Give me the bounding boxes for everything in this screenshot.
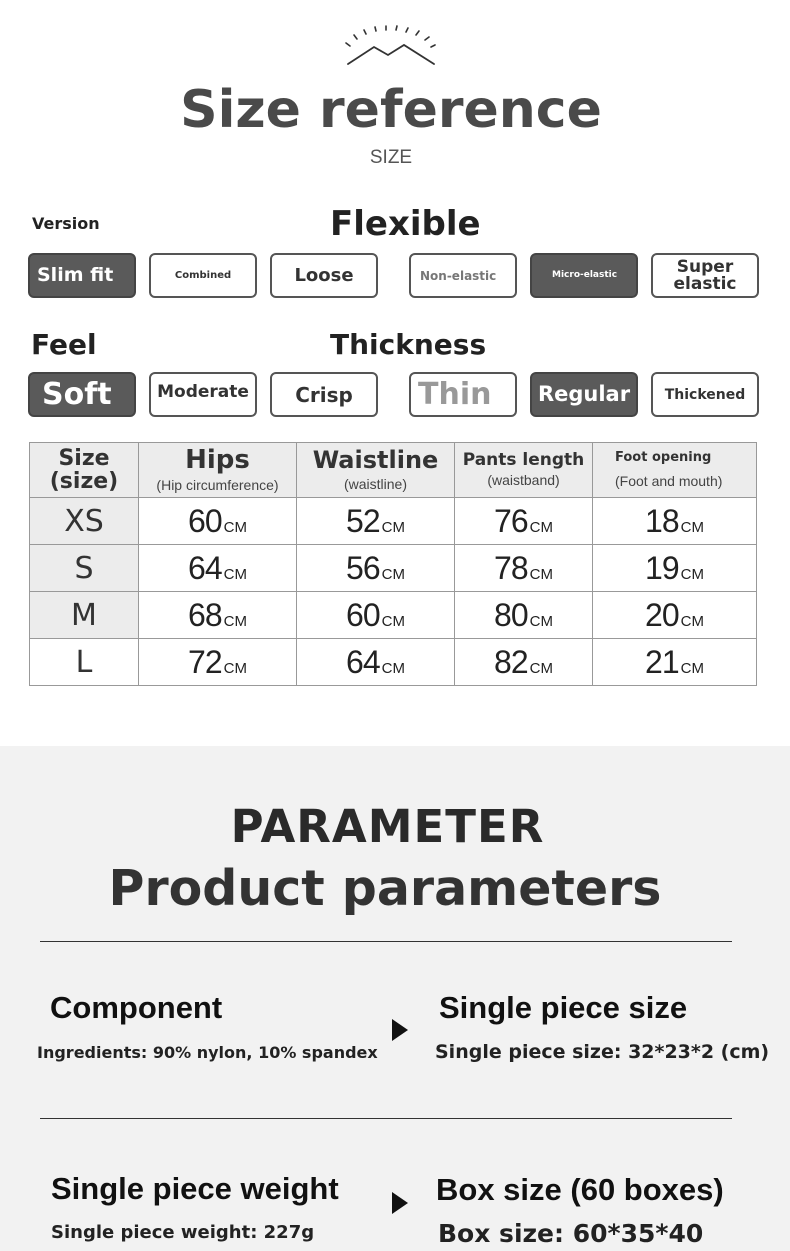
parameter-heading: Product parameters: [108, 860, 662, 917]
foot-cell: 20 CM: [593, 592, 757, 639]
waist-cell: 56 CM: [297, 545, 455, 592]
thickness-label: Thickness: [330, 328, 487, 361]
foot-cell: 21 CM: [593, 639, 757, 686]
hips-cell: 72 CM: [139, 639, 297, 686]
table-row: [30, 498, 757, 545]
table-header-row: [30, 443, 757, 498]
version-label: Version: [32, 214, 100, 233]
length-cell: 78 CM: [455, 545, 593, 592]
page-subtitle: SIZE: [369, 147, 413, 168]
thickness-option-thickened: Thickened: [651, 372, 759, 417]
length-cell: 76 CM: [455, 498, 593, 545]
single-piece-weight-value: Single piece weight: 227g: [51, 1222, 315, 1243]
size-cell: S: [30, 545, 139, 592]
triangle-right-icon: [392, 1192, 408, 1214]
feel-option-crisp: Crisp: [270, 372, 378, 417]
foot-cell: 18 CM: [593, 498, 757, 545]
table-row: [30, 545, 757, 592]
parameter-heading-en: PARAMETER: [230, 800, 545, 853]
thickness-option-thin: Thin: [409, 372, 517, 417]
size-cell: XS: [30, 498, 139, 545]
header-hips: Hips (Hip circumference): [139, 443, 297, 498]
table-row: [30, 592, 757, 639]
header-size: Size (size): [30, 443, 139, 498]
component-heading: Component: [50, 990, 223, 1025]
size-cell: M: [30, 592, 139, 639]
foot-cell: 19 CM: [593, 545, 757, 592]
header-waistline: Waistline (waistline): [297, 443, 455, 498]
flexible-option-super-elastic: Super elastic: [651, 253, 759, 298]
version-option-loose: Loose: [270, 253, 378, 298]
version-option-combined: Combined: [149, 253, 257, 298]
feel-option-moderate: Moderate: [149, 372, 257, 417]
mountain-sunrise-icon: [340, 22, 440, 70]
single-piece-size-heading: Single piece size: [439, 990, 688, 1025]
version-option-slim-fit: Slim fit: [28, 253, 136, 298]
feel-option-soft: Soft: [28, 372, 136, 417]
waist-cell: 52 CM: [297, 498, 455, 545]
header-pants-length: Pants length (waistband): [455, 443, 593, 498]
hips-cell: 60 CM: [139, 498, 297, 545]
component-value: Ingredients: 90% nylon, 10% spandex: [37, 1043, 378, 1062]
box-size-heading: Box size (60 boxes): [436, 1172, 724, 1207]
hips-cell: 64 CM: [139, 545, 297, 592]
table-row: [30, 639, 757, 686]
flexible-option-non-elastic: Non-elastic: [409, 253, 517, 298]
feel-label: Feel: [31, 328, 97, 361]
hips-cell: 68 CM: [139, 592, 297, 639]
length-cell: 80 CM: [455, 592, 593, 639]
page-title: Size reference: [180, 80, 602, 140]
single-piece-size-value: Single piece size: 32*23*2 (cm): [435, 1041, 770, 1063]
header-foot-opening: Foot opening (Foot and mouth): [593, 443, 757, 498]
divider: [40, 941, 732, 942]
thickness-option-regular: Regular: [530, 372, 638, 417]
box-size-value: Box size: 60*35*40: [438, 1219, 704, 1248]
length-cell: 82 CM: [455, 639, 593, 686]
waist-cell: 60 CM: [297, 592, 455, 639]
size-cell: L: [30, 639, 139, 686]
triangle-right-icon: [392, 1019, 408, 1041]
flexible-label: Flexible: [330, 204, 481, 244]
flexible-option-micro-elastic: Micro-elastic: [530, 253, 638, 298]
size-table: [29, 442, 757, 686]
divider: [40, 1118, 732, 1119]
waist-cell: 64 CM: [297, 639, 455, 686]
single-piece-weight-heading: Single piece weight: [51, 1171, 339, 1206]
